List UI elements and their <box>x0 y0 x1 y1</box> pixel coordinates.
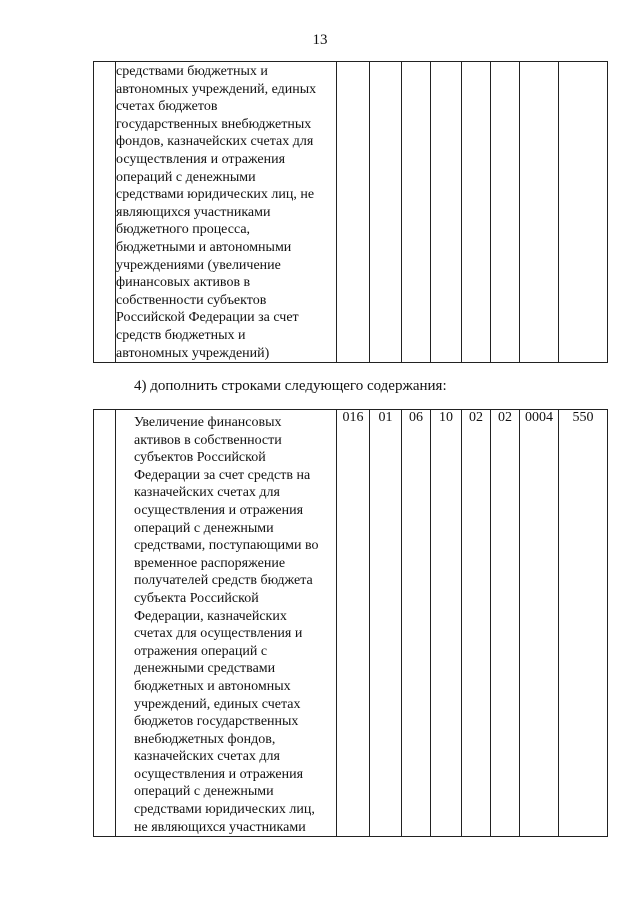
amendment-paragraph: 4) дополнить строками следующего содержания: <box>134 378 447 394</box>
description-line: бюджетных и автономных <box>134 678 291 694</box>
description-line: осуществления и отражения <box>134 502 304 518</box>
description-line: операций с денежными <box>116 169 256 185</box>
code-cell: 02 <box>491 410 520 837</box>
description-line: государственных внебюджетных <box>116 116 312 132</box>
description-line: учреждений, единых счетах <box>134 696 301 712</box>
code-cell: 06 <box>402 410 431 837</box>
description-line: операций с денежными <box>134 520 274 536</box>
description-line: средствами бюджетных и <box>116 64 268 79</box>
code-cell: 10 <box>431 410 462 837</box>
code-cell <box>559 62 608 363</box>
description-line: денежными средствами <box>134 661 276 677</box>
description-line: счетах бюджетов <box>116 99 218 115</box>
description-line: автономных учреждений, единых <box>116 81 317 97</box>
code-cell <box>337 62 370 363</box>
description-line: средствами юридических лиц, не <box>116 187 315 203</box>
description-line: средствами юридических лиц, <box>134 802 315 818</box>
description-line: учреждениями (увеличение <box>116 257 281 273</box>
description-line: Федерации, казначейских <box>134 608 287 624</box>
description-line: внебюджетных фондов, <box>134 731 276 747</box>
description-line: средствами, поступающими во <box>134 538 319 554</box>
code-cell: 01 <box>370 410 402 837</box>
budget-classification-table-bottom <box>93 409 608 837</box>
description-line: собственности субъектов <box>116 292 267 308</box>
description-line: осуществления и отражения <box>116 151 286 167</box>
description-line: финансовых активов в <box>116 275 251 291</box>
code-cell: 0004 <box>520 410 559 837</box>
code-cell: 550 <box>559 410 608 837</box>
description-line: Увеличение финансовых <box>134 415 282 430</box>
code-cell <box>431 62 462 363</box>
row-number-cell <box>94 410 116 837</box>
table-row <box>94 62 608 363</box>
page-number: 13 <box>312 32 328 48</box>
code-cell <box>520 62 559 363</box>
description-line: отражения операций с <box>134 643 268 659</box>
code-cell <box>370 62 402 363</box>
budget-classification-table-top <box>93 61 608 363</box>
description-line: казначейских счетах для <box>134 485 280 501</box>
code-cell: 02 <box>462 410 491 837</box>
description-line: бюджетными и автономными <box>116 239 292 255</box>
description-line: Российской Федерации за счет <box>116 310 299 326</box>
description-cell <box>116 410 337 837</box>
description-line: средств бюджетных и <box>116 327 246 343</box>
description-line: казначейских счетах для <box>134 749 280 765</box>
row-number-cell <box>94 62 116 363</box>
description-line: активов в собственности <box>134 432 282 448</box>
description-line: Федерации за счет средств на <box>134 467 311 483</box>
description-line: являющихся участниками <box>116 204 271 220</box>
code-cell <box>462 62 491 363</box>
description-line: не являющихся участниками <box>134 819 306 835</box>
description-line: осуществления и отражения <box>134 766 304 782</box>
description-line: субъекта Российской <box>134 590 259 606</box>
description-line: временное распоряжение <box>134 555 286 571</box>
code-cell: 016 <box>337 410 370 837</box>
description-line: получателей средств бюджета <box>134 573 313 589</box>
description-line: счетах для осуществления и <box>134 626 303 642</box>
description-line: автономных учреждений) <box>116 345 270 361</box>
description-cell <box>116 62 337 363</box>
code-cell <box>402 62 431 363</box>
description-line: бюджетов государственных <box>134 714 299 730</box>
description-line: фондов, казначейских счетах для <box>116 134 314 150</box>
description-line: бюджетного процесса, <box>116 222 251 238</box>
table-row <box>94 410 608 837</box>
code-cell <box>491 62 520 363</box>
description-line: операций с денежными <box>134 784 274 800</box>
description-line: субъектов Российской <box>134 450 266 466</box>
